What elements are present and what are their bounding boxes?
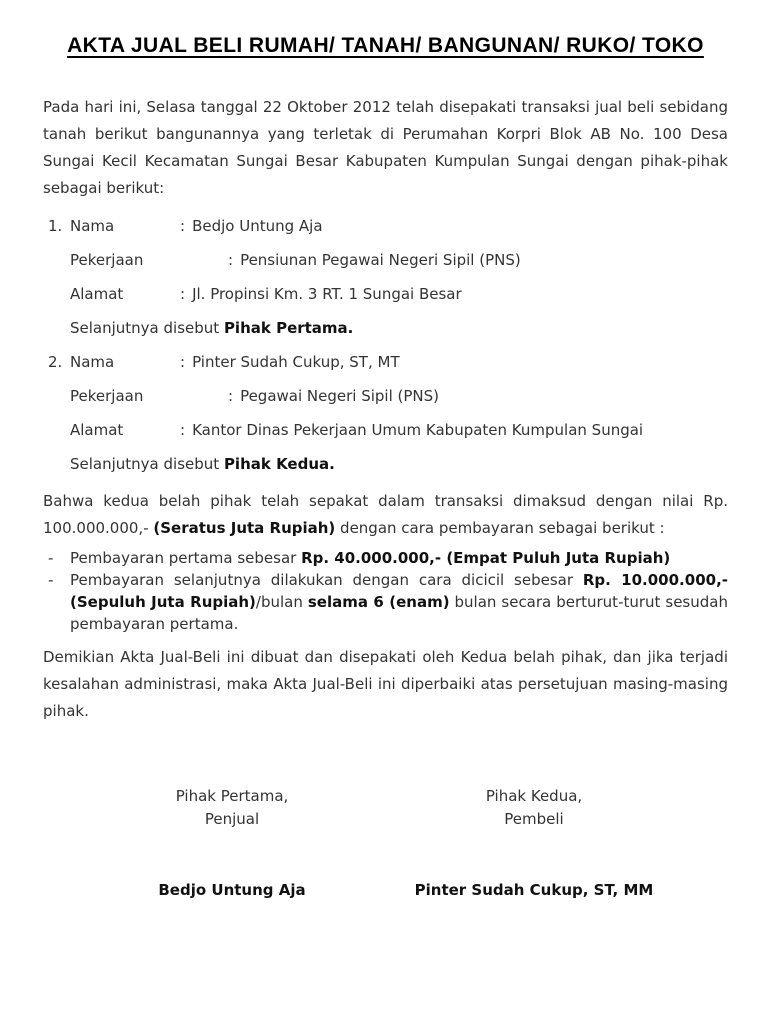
agreement-paragraph: Bahwa kedua belah pihak telah sepakat dalam transaksi dimaksud dengan nilai Rp. 100.000.000,- (Seratus Juta Rupiah) dengan cara pembayaran sebagai berikut : — [43, 492, 728, 537]
party-row — [43, 420, 728, 440]
document-title: AKTA JUAL BELI RUMAH/ TANAH/ BANGUNAN/ RUKO/ TOKO — [67, 34, 704, 57]
party-label: Nama — [70, 217, 115, 235]
party-row — [43, 250, 728, 270]
party-colon: : — [180, 353, 186, 371]
signature-name: Bedjo Untung Aja — [158, 881, 306, 899]
party-number: 1. — [48, 217, 63, 235]
party-label: Alamat — [70, 421, 124, 439]
payment-text: Pembayaran pertama sebesar Rp. 40.000.000,- (Empat Puluh Juta Rupiah) — [70, 549, 671, 567]
party-label: Pekerjaan — [70, 387, 144, 405]
party-label: Pekerjaan — [70, 251, 144, 269]
bullet-dash: - — [48, 571, 54, 589]
party-footer: Selanjutnya disebut Pihak Kedua. — [70, 455, 335, 473]
party-number: 2. — [48, 353, 63, 371]
party-row — [43, 352, 728, 372]
payment-text: Pembayaran selanjutnya dilakukan dengan cara dicicil sebesar Rp. 10.000.000,- (Sepuluh Juta Rupiah)/bulan selama 6 (enam) bulan secara berturut-turut sesudah pembayaran pertama. — [70, 571, 728, 633]
signature-name: Pinter Sudah Cukup, ST, MM — [414, 881, 654, 899]
bullet-dash: - — [48, 549, 54, 567]
party-colon: : — [180, 285, 186, 303]
party-colon: : — [228, 387, 234, 405]
closing-paragraph: Demikian Akta Jual-Beli ini dibuat dan disepakati oleh Kedua belah pihak, dan jika terjadi kesalahan administrasi, maka Akta Jual-Beli ini diperbaiki atas persetujuan masing-masing pihak. — [43, 648, 728, 720]
signature-subrole: Pembeli — [504, 810, 564, 828]
party-row — [43, 284, 728, 304]
payment-list — [43, 547, 728, 635]
party-label: Nama — [70, 353, 115, 371]
payment-item — [43, 547, 728, 569]
party-value: Pegawai Negeri Sipil (PNS) — [240, 387, 440, 405]
party-2-section — [43, 352, 728, 474]
party-value: Pinter Sudah Cukup, ST, MT — [192, 353, 400, 371]
party-colon: : — [180, 421, 186, 439]
party-1-section — [43, 216, 728, 338]
party-colon: : — [228, 251, 234, 269]
party-value: Jl. Propinsi Km. 3 RT. 1 Sungai Besar — [192, 285, 462, 303]
party-row — [43, 386, 728, 406]
party-colon: : — [180, 217, 186, 235]
party-label: Alamat — [70, 285, 124, 303]
party-row — [43, 216, 728, 236]
signature-subrole: Penjual — [204, 810, 260, 828]
party-value: Pensiunan Pegawai Negeri Sipil (PNS) — [240, 251, 521, 269]
payment-item — [43, 569, 728, 635]
party-footer: Selanjutnya disebut Pihak Pertama. — [70, 319, 354, 337]
party-value: Kantor Dinas Pekerjaan Umum Kabupaten Kumpulan Sungai — [192, 421, 644, 439]
signature-block — [43, 785, 728, 900]
signature-left — [82, 785, 382, 900]
parties-section — [43, 216, 728, 474]
signature-role: Pihak Pertama, — [175, 787, 289, 805]
signature-right — [384, 785, 684, 900]
party-value: Bedjo Untung Aja — [192, 217, 323, 235]
signature-role: Pihak Kedua, — [485, 787, 583, 805]
intro-paragraph: Pada hari ini, Selasa tanggal 22 Oktober 2012 telah disepakati transaksi jual beli sebidang tanah berikut bangunannya yang terletak di Perumahan Korpri Blok AB No. 100 Desa Sungai Kecil Kecamatan Sungai Besar Kabupaten Kumpulan Sungai dengan pihak-pihak sebagai berikut: — [43, 98, 728, 197]
